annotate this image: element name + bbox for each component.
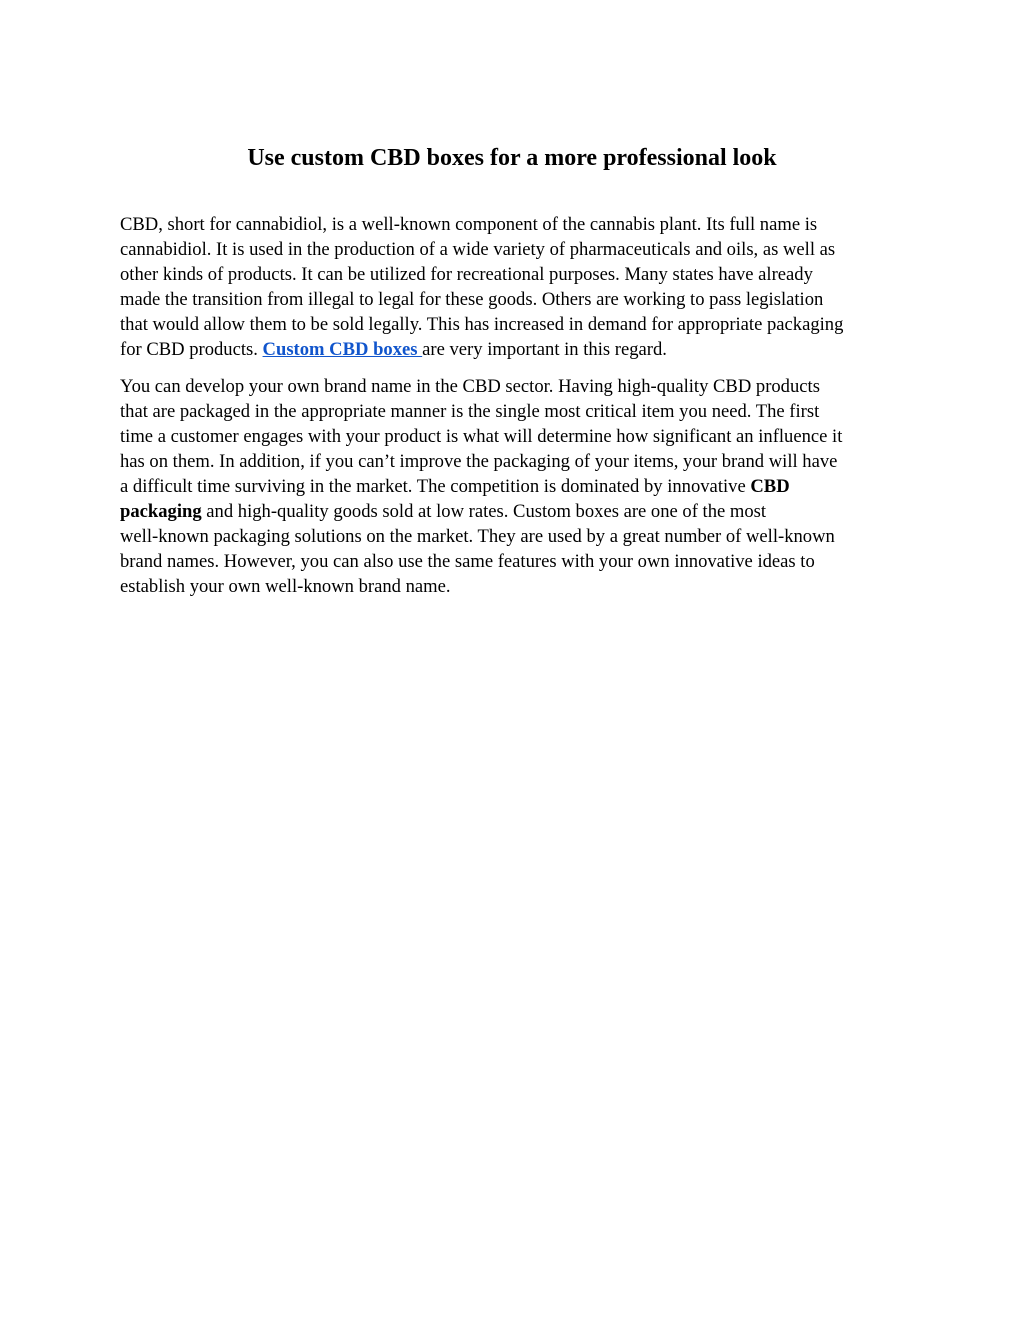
text-fragment: are very important in this regard. (422, 338, 667, 360)
text-line: made the transition from illegal to legal for these goods. Others are working to pass legislation (120, 288, 824, 310)
text-line (120, 500, 910, 525)
paragraph-2 (120, 375, 910, 599)
text-line (120, 475, 910, 500)
document-body (120, 213, 910, 600)
text-line: time a customer engages with your product is what will determine how significant an influence it (120, 426, 843, 448)
text-line: establish your own well-known brand name. (120, 575, 451, 597)
text-line: CBD, short for cannabidiol, is a well-known component of the cannabis plant. Its full name is (120, 214, 818, 235)
bold-keyword: CBD (750, 476, 790, 498)
text-line: other kinds of products. It can be utilized for recreational purposes. Many states have already (120, 263, 813, 285)
custom-cbd-boxes-link[interactable]: Custom CBD boxes (262, 338, 423, 360)
text-line: that would allow them to be sold legally. This has increased in demand for appropriate packaging (120, 313, 844, 335)
text-line: that are packaged in the appropriate manner is the single most critical item you need. The first (120, 401, 820, 423)
bold-keyword: packaging (120, 500, 202, 522)
text-line: You can develop your own brand name in the CBD sector. Having high-quality CBD products (120, 376, 820, 398)
paragraph-1 (120, 213, 910, 362)
text-fragment: and high-quality goods sold at low rates. Custom boxes are one of the most (201, 500, 767, 522)
text-line: brand names. However, you can also use the same features with your own innovative ideas to (120, 550, 815, 572)
text-line: has on them. In addition, if you can’t improve the packaging of your items, your brand will have (120, 451, 838, 473)
text-line (120, 338, 910, 363)
text-line: cannabidiol. It is used in the production of a wide variety of pharmaceuticals and oils, as well as (120, 238, 836, 260)
page-title: Use custom CBD boxes for a more professional look (247, 145, 777, 171)
text-line: well-known packaging solutions on the market. They are used by a great number of well-known (120, 525, 835, 547)
text-fragment: for CBD products. (120, 338, 263, 360)
text-fragment: a difficult time surviving in the market. The competition is dominated by innovative (120, 476, 751, 498)
